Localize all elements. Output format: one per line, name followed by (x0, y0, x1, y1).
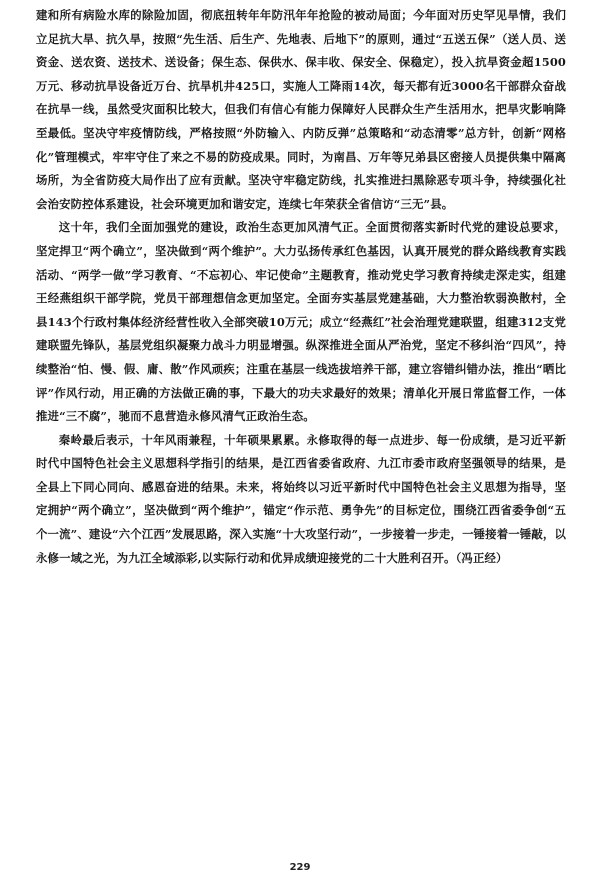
document-body (36, 4, 566, 570)
page-number: 229 (289, 862, 311, 873)
paragraph-party-building: 这十年，我们全面加强党的建设，政治生态更加风清气正。全面贯彻落实新时代党的建设总要求，坚定捍卫“两个确立”，坚决做到“两个维护”。大力弘扬传承红色基因，认真开展党的群众路线教育实践活动、“两学一做”学习教育、“不忘初心、牢记使命”主题教育，推动党史学习教育持续走深走实，组建王经燕组织干部学院，党员干部理想信念更加坚定。全面夯实基层党建基础，大力整治软弱涣散村，全县143个行政村集体经济经营性收入全部突破10万元；成立“经燕红”社会治理党建联盟，组建312支党建联盟先锋队，基层党组织凝聚力战斗力明显增强。纵深推进全面从严治党，坚定不移纠治“四风”，持续整治“怕、慢、假、庸、散”作风顽疾；注重在基层一线选拔培养干部，建立容错纠错办法，推出“晒比评”作风行动，用正确的方法做正确的事，下最大的功夫求最好的效果；清单化开展日常监督工作，一体推进“三不腐”，驰而不息营造永修风清气正政治生态。 (36, 220, 566, 424)
paragraph-continued: 建和所有病险水库的除险加固，彻底扭转年年防汛年年抢险的被动局面；今年面对历史罕见旱情，我们立足抗大旱、抗久旱，按照“先生活、后生产、先地表、后地下”的原则，通过“五送五保”（送人员、送资金、送农资、送技术、送设备；保生态、保供水、保丰收、保安全、保稳定），投入抗旱资金超1500万元、移动抗旱设备近万台、抗旱机井425口，实施人工降雨14次，每天都有近3000名干部群众奋战在抗旱一线，虽然受灾面积比较大，但我们有信心有能力保障好人民群众生产生活用水，把旱灾影响降至最低。坚决守牢疫情防线，严格按照“外防输入、内防反弹”总策略和“动态清零”总方针，创新“网格化”管理模式，牢牢守住了来之不易的防疫成果。同时，为南昌、万年等兄弟县区密接人员提供集中隔离场所，为全省防疫大局作出了应有贡献。坚决守牢稳定防线，扎实推进扫黑除恶专项斗争，持续强化社会治安防控体系建设，社会环境更加和谐安定，连续七年荣获全省信访“三无”县。 (36, 8, 566, 211)
paragraph-conclusion: 秦岭最后表示，十年风雨兼程，十年硕果累累。永修取得的每一点进步、每一份成绩，是习近平新时代中国特色社会主义思想科学指引的结果，是江西省委省政府、九江市委市政府坚强领导的结果，是全县上下同心同向、感恩奋进的结果。未来，将始终以习近平新时代中国特色社会主义思想为指导，坚定拥护“两个确立”，坚决做到“两个维护”，锚定“作示范、勇争先”的目标定位，围绕江西省委争创“五个一流”、建设“六个江西”发展思路，深入实施“十大攻坚行动”，一步接着一步走，一锤接着一锤敲，以永修一域之光，为九江全域添彩,以实际行动和优异成绩迎接党的二十大胜利召开。（冯正经） (36, 432, 566, 565)
